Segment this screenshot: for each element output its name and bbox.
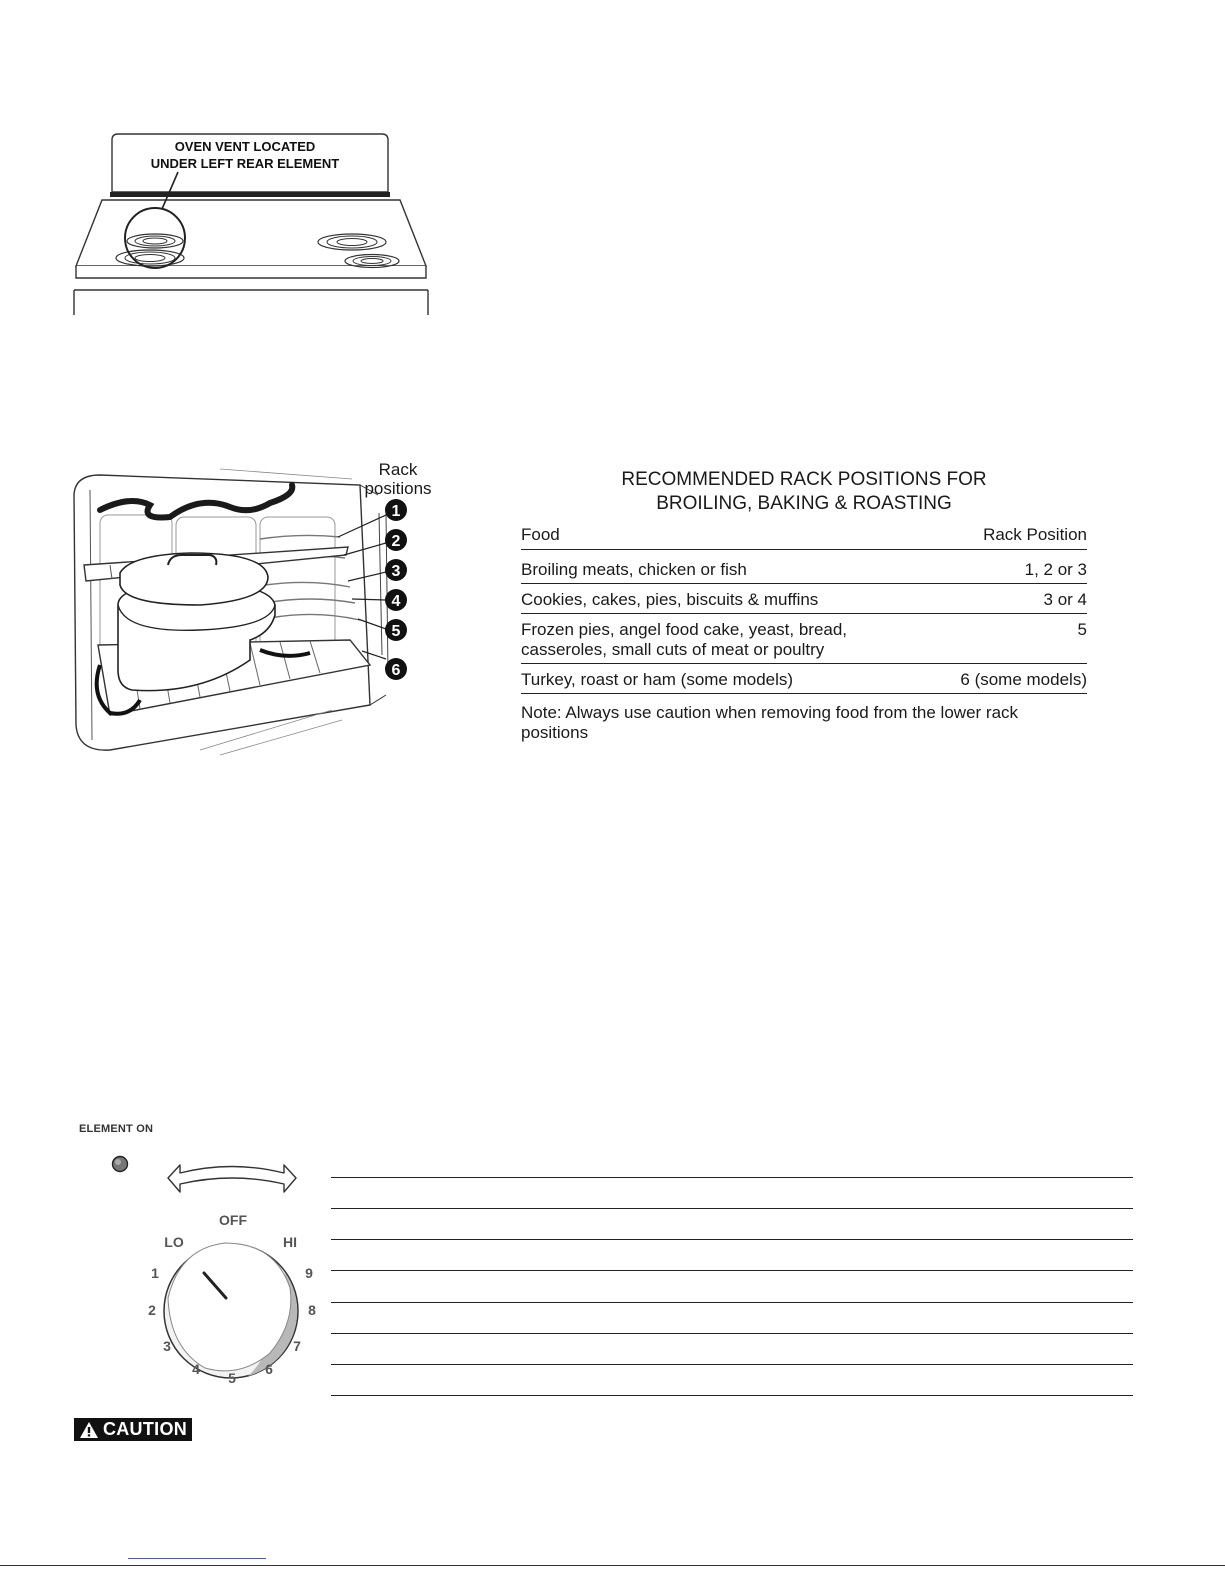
- surface-element-knob[interactable]: [164, 1243, 298, 1378]
- rack-positions-illustration: [70, 455, 442, 760]
- svg-text:4: 4: [391, 593, 401, 610]
- svg-text:3: 3: [391, 563, 401, 580]
- warning-triangle-icon: [79, 1421, 99, 1439]
- rack-badge-6: [385, 658, 407, 680]
- rack-badge-2: [385, 529, 407, 551]
- vent-label-line2: UNDER LEFT REAR ELEMENT: [150, 156, 340, 171]
- caution-badge: [74, 1418, 192, 1441]
- write-in-line: [331, 1270, 1133, 1271]
- table-row: [521, 584, 1087, 614]
- table-note: Note: Always use caution when removing food from the lower rack positions: [521, 703, 1019, 742]
- rack-badge-4: [385, 589, 407, 611]
- rack-label-line1: Rack: [378, 460, 418, 479]
- dial-3: 3: [163, 1338, 171, 1354]
- element-on-indicator-light: [113, 1157, 128, 1172]
- write-in-line: [331, 1395, 1133, 1396]
- svg-text:2: 2: [391, 533, 401, 550]
- table-row: [521, 614, 1087, 664]
- table-row: [521, 664, 1087, 694]
- dial-2: 2: [148, 1302, 156, 1318]
- rotate-arrow-icon: [168, 1165, 296, 1192]
- rack-badge-5: [385, 619, 407, 641]
- element-on-label: ELEMENT ON: [79, 1123, 154, 1135]
- dial-off: OFF: [219, 1212, 247, 1228]
- write-in-line: [331, 1177, 1133, 1178]
- dial-5: 5: [228, 1370, 236, 1386]
- write-in-line: [331, 1333, 1133, 1334]
- row-position: 6 (some models): [960, 670, 1087, 689]
- header-food: Food: [521, 525, 560, 544]
- rack-position-table: [521, 468, 1087, 743]
- table-title-line2: BROILING, BAKING & ROASTING: [656, 493, 952, 514]
- vent-label-line1: OVEN VENT LOCATED: [174, 139, 316, 154]
- table-header: [521, 520, 1087, 550]
- header-rack-position: Rack Position: [983, 525, 1087, 544]
- row-food: Frozen pies, angel food cake, yeast, bread, casseroles, small cuts of meat or poultry: [521, 620, 848, 659]
- svg-text:5: 5: [391, 623, 401, 640]
- control-knob-illustration: [100, 1148, 330, 1393]
- row-position: 1, 2 or 3: [1024, 560, 1087, 579]
- dial-8: 8: [308, 1302, 316, 1318]
- svg-text:6: 6: [391, 662, 401, 679]
- dial-9: 9: [305, 1265, 313, 1281]
- row-food: Broiling meats, chicken or fish: [521, 560, 747, 579]
- write-in-line: [331, 1208, 1133, 1209]
- dial-1: 1: [151, 1265, 159, 1281]
- table-row: [521, 554, 1087, 584]
- write-in-line: [331, 1302, 1133, 1303]
- dial-6: 6: [265, 1361, 273, 1377]
- row-position: 3 or 4: [1043, 590, 1087, 609]
- svg-text:1: 1: [391, 503, 401, 520]
- rack-label-line2: positions: [364, 479, 432, 498]
- rack-badge-1: [385, 499, 407, 521]
- caution-label: CAUTION: [102, 1419, 188, 1439]
- footer-link-underline: [128, 1558, 266, 1559]
- row-position: 5: [1077, 620, 1087, 639]
- row-food: Cookies, cakes, pies, biscuits & muffins: [521, 590, 819, 609]
- row-food: Turkey, roast or ham (some models): [521, 670, 794, 689]
- write-in-line: [331, 1239, 1133, 1240]
- oven-vent-illustration: [70, 130, 432, 315]
- rack-badge-3: [385, 559, 407, 581]
- dial-lo: LO: [164, 1234, 184, 1250]
- footer-rule: [0, 1565, 1225, 1566]
- dial-7: 7: [293, 1338, 301, 1354]
- write-in-line: [331, 1364, 1133, 1365]
- dial-hi: HI: [283, 1234, 297, 1250]
- dial-4: 4: [192, 1361, 200, 1377]
- table-title-line1: RECOMMENDED RACK POSITIONS FOR: [621, 469, 987, 490]
